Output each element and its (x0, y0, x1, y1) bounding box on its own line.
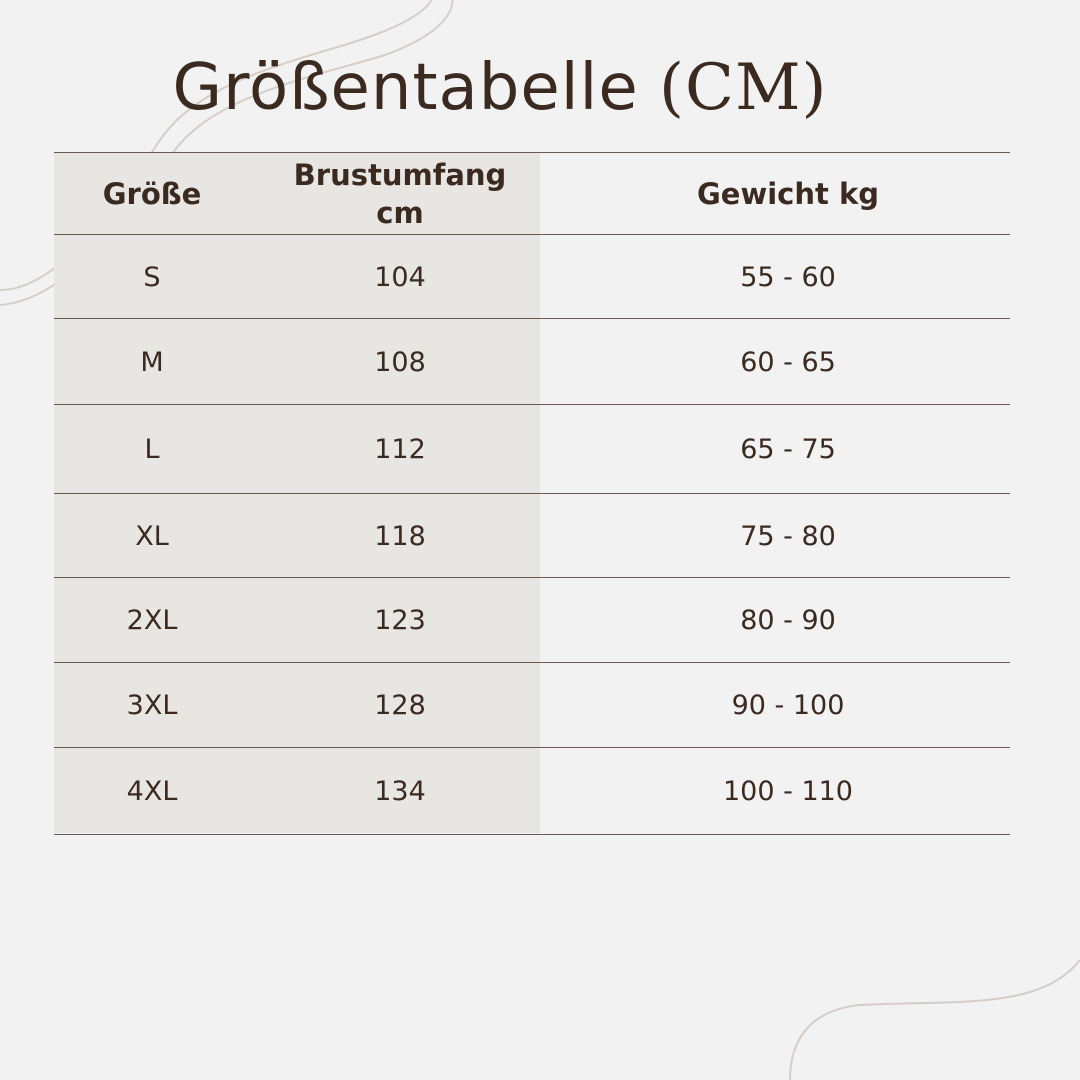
cell-size: 3XL (126, 690, 178, 721)
cell-chest: 104 (374, 261, 426, 293)
cell-size: 2XL (126, 605, 178, 636)
page-title (0, 48, 1000, 128)
cell-chest: 123 (374, 605, 426, 636)
table-row (54, 404, 1010, 494)
title-unit: (CM) (659, 51, 828, 125)
table-row (54, 747, 1010, 835)
table-row (54, 662, 1010, 748)
table-row (54, 577, 1010, 663)
cell-weight: 80 - 90 (740, 605, 836, 636)
title-main: Größentabelle (172, 51, 639, 125)
cell-weight: 60 - 65 (740, 346, 836, 378)
cell-weight: 65 - 75 (740, 434, 836, 465)
cell-weight: 90 - 100 (731, 690, 845, 721)
cell-chest: 134 (374, 775, 426, 807)
header-size: Größe (102, 177, 202, 211)
header-weight: Gewicht kg (696, 177, 880, 211)
cell-chest: 108 (374, 346, 426, 378)
table-row (54, 493, 1010, 578)
cell-size: M (140, 346, 164, 378)
cell-chest: 128 (374, 690, 426, 721)
cell-weight: 55 - 60 (740, 261, 836, 293)
cell-chest: 112 (374, 434, 426, 465)
cell-size: L (144, 434, 160, 465)
cell-size: S (143, 261, 161, 293)
header-chest: Brustumfang cm (293, 158, 507, 230)
cell-weight: 75 - 80 (740, 520, 836, 552)
table-row (54, 318, 1010, 405)
table-row (54, 234, 1010, 319)
cell-size: 4XL (126, 775, 178, 807)
cell-chest: 118 (374, 520, 426, 552)
table-header-row (54, 152, 1010, 235)
cell-size: XL (135, 520, 169, 552)
cell-weight: 100 - 110 (723, 775, 853, 807)
